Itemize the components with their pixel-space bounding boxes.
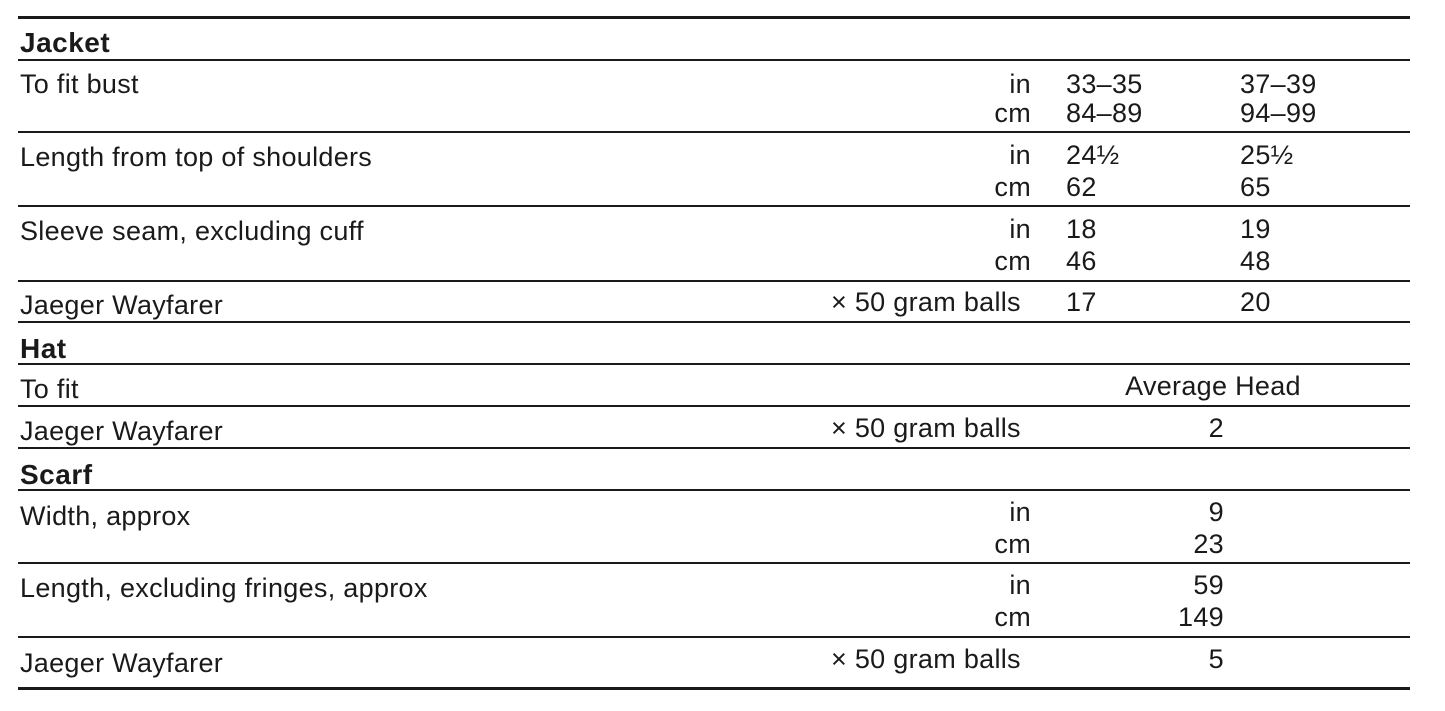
row-label: Jaeger Wayfarer — [20, 416, 224, 446]
unit-label: × 50 gram balls — [831, 644, 1021, 674]
table-bottom-rule — [18, 687, 1410, 690]
unit-label: in — [1009, 140, 1031, 170]
row-label: To fit — [20, 374, 79, 404]
size-1-value: 46 — [1066, 246, 1097, 276]
row-label: Width, approx — [20, 501, 191, 531]
size-1-value: 62 — [1066, 172, 1097, 202]
row-label: Length, excluding fringes, approx — [20, 573, 428, 603]
size-value: 2 — [1208, 413, 1224, 443]
size-2-value: 48 — [1240, 246, 1271, 276]
divider — [18, 321, 1410, 323]
size-value: 23 — [1193, 529, 1224, 559]
row-label: Jaeger Wayfarer — [20, 290, 224, 320]
unit-label: in — [1009, 214, 1031, 244]
size-1-value: 24½ — [1066, 140, 1120, 170]
size-2-value: 65 — [1240, 172, 1271, 202]
size-1-value: 18 — [1066, 214, 1097, 244]
unit-label: cm — [994, 246, 1031, 276]
size-2-value: 25½ — [1240, 140, 1294, 170]
size-value: 149 — [1178, 602, 1224, 632]
row-label: To fit bust — [20, 69, 139, 99]
size-value: Average Head — [1125, 371, 1301, 401]
unit-label: cm — [994, 529, 1031, 559]
table-top-rule — [18, 16, 1410, 19]
size-1-value: 33–35 — [1066, 69, 1143, 99]
row-label: Length from top of shoulders — [20, 142, 373, 172]
divider — [18, 59, 1410, 61]
unit-label: cm — [994, 172, 1031, 202]
unit-label: cm — [994, 602, 1031, 632]
unit-label: × 50 gram balls — [831, 287, 1021, 317]
size-1-value: 84–89 — [1066, 98, 1143, 128]
size-value: 5 — [1208, 644, 1224, 674]
size-2-value: 94–99 — [1240, 98, 1317, 128]
divider — [18, 205, 1410, 207]
section-title-hat: Hat — [20, 333, 67, 364]
unit-label: cm — [994, 98, 1031, 128]
row-label: Jaeger Wayfarer — [20, 648, 224, 678]
section-title-jacket: Jacket — [20, 27, 111, 58]
unit-label: × 50 gram balls — [831, 413, 1021, 443]
divider — [18, 489, 1410, 491]
size-2-value: 19 — [1240, 214, 1271, 244]
unit-label: in — [1009, 497, 1031, 527]
section-title-scarf: Scarf — [20, 459, 93, 490]
row-label: Sleeve seam, excluding cuff — [20, 216, 364, 246]
size-value: 59 — [1193, 570, 1224, 600]
divider — [18, 447, 1410, 449]
divider — [18, 562, 1410, 564]
unit-label: in — [1009, 69, 1031, 99]
unit-label: in — [1009, 570, 1031, 600]
divider — [18, 131, 1410, 133]
size-2-value: 37–39 — [1240, 69, 1317, 99]
divider — [18, 636, 1410, 638]
divider — [18, 363, 1410, 365]
size-value: 9 — [1208, 497, 1224, 527]
divider — [18, 405, 1410, 407]
divider — [18, 280, 1410, 282]
size-2-value: 20 — [1240, 287, 1271, 317]
size-1-value: 17 — [1066, 287, 1097, 317]
